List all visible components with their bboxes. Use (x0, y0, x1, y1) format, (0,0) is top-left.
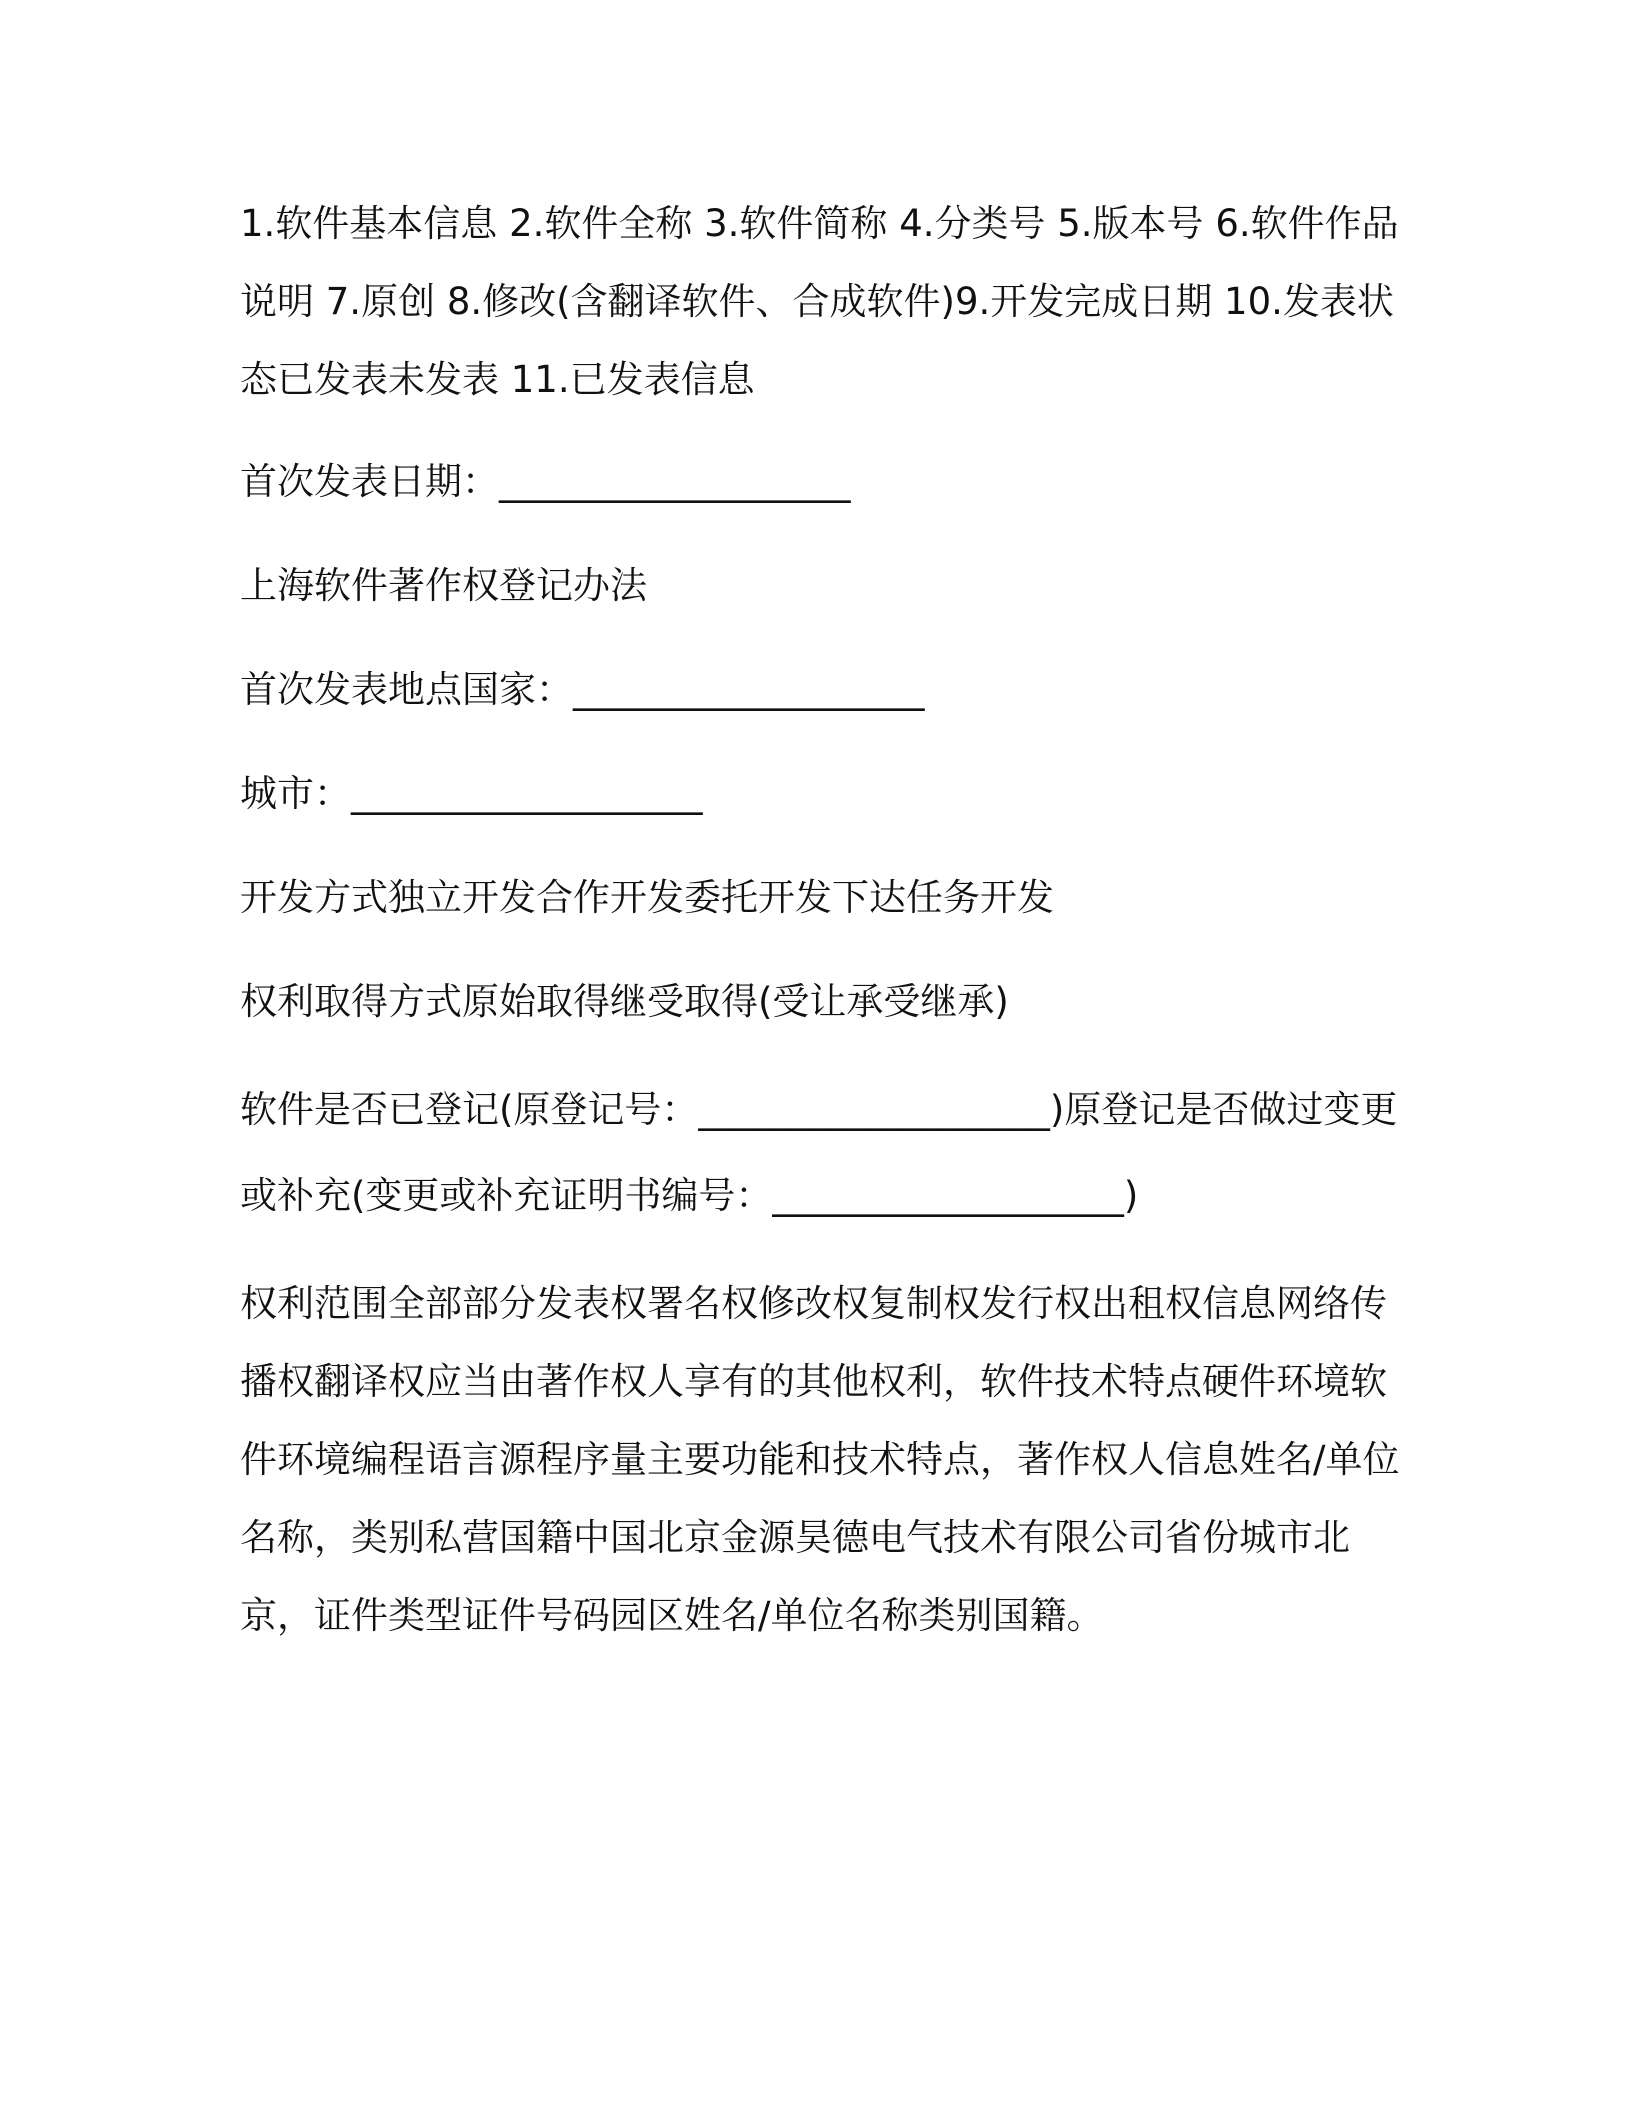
rights-acquisition-paragraph: 权利取得方式原始取得继受取得(受让承受继承) (240, 980, 1009, 1023)
rights-scope-paragraph: 权利范围全部部分发表权署名权修改权复制权发行权出租权信息网络传播权翻译权应当由著作权人享有的其他权利，软件技术特点硬件环境软件环境编程语言源程序量主要功能和技术特点，著作权人信息姓名/单位名称，类别私营国籍中国北京金源昊德电气技术有限公司省份城市北京，证件类型证件号码园区姓名/单位名称类别国籍。 (240, 1282, 1400, 1637)
basic-info-paragraph: 1.软件基本信息 2.软件全称 3.软件简称 4.分类号 5.版本号 6.软件作品说明 7.原创 8.修改(含翻译软件、合成软件)9.开发完成日期 10.发表状态已发表未发表 11.已发表信息 (240, 202, 1399, 401)
document-page (240, 185, 1400, 1655)
first-publish-date-field: 首次发表日期：___________________ (240, 460, 851, 503)
city-field: 城市：___________________ (240, 772, 703, 815)
dev-method-paragraph: 开发方式独立开发合作开发委托开发下达任务开发 (240, 876, 1054, 919)
document-title: 上海软件著作权登记办法 (240, 564, 647, 607)
first-publish-country-field: 首次发表地点国家：___________________ (240, 668, 925, 711)
registration-paragraph: 软件是否已登记(原登记号：___________________)原登记是否做过变更或补充(变更或补充证明书编号：___________________) (240, 1088, 1398, 1217)
